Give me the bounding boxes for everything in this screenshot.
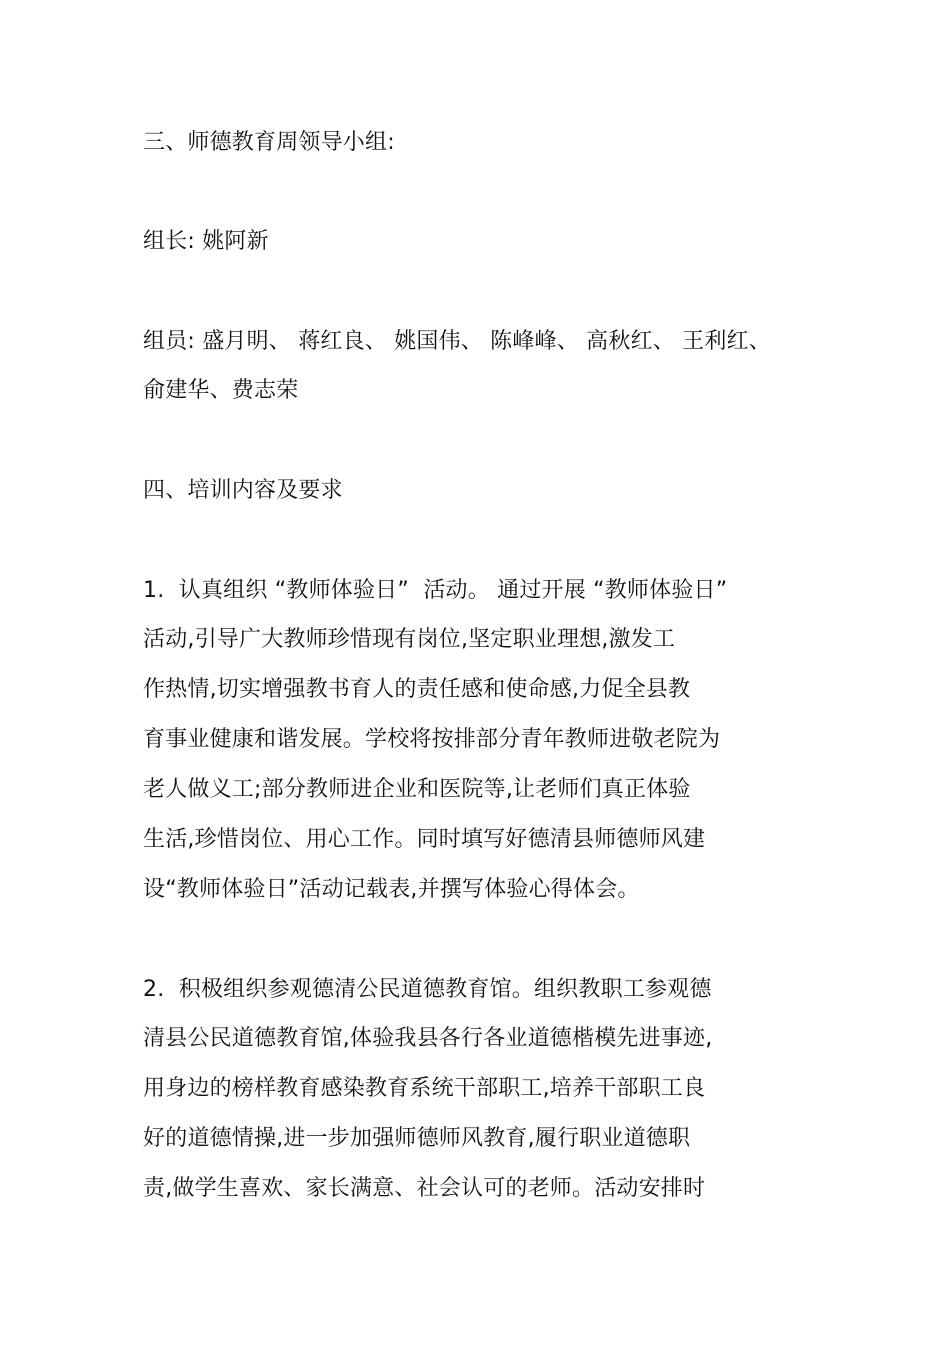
item2-line-2: 清县公民道德教育馆,体验我县各行各业道德楷模先进事迹,: [143, 1026, 713, 1051]
group-leader-line: 组长: 姚阿新: [143, 229, 269, 254]
item2-line-5: 责,做学生喜欢、家长满意、社会认可的老师。活动安排时: [143, 1176, 706, 1201]
item2-line-4: 好的道德情操,进一步加强师德师风教育,履行职业道德职: [143, 1126, 691, 1151]
item1-line-1: 1. 认真组织 “教师体验日” 活动。 通过开展 “教师体验日”: [143, 578, 728, 603]
group-members-line-2: 俞建华、费志荣: [143, 378, 299, 403]
item1-line-6: 生活,珍惜岗位、用心工作。同时填写好德清县师德师风建: [143, 827, 706, 852]
item2-line-3: 用身边的榜样教育感染教育系统干部职工,培养干部职工良: [143, 1076, 706, 1101]
section-heading-training-content: 四、培训内容及要求: [143, 478, 343, 503]
item1-line-4: 育事业健康和谐发展。学校将按排部分青年教师进敬老院为: [143, 727, 721, 752]
group-members-line-1: 组员: 盛月明、 蒋红良、 姚国伟、 陈峰峰、 高秋红、 王利红、: [143, 329, 771, 354]
section-heading-leadership-group: 三、师德教育周领导小组:: [143, 130, 395, 155]
item1-line-2: 活动,引导广大教师珍惜现有岗位,坚定职业理想,激发工: [143, 627, 676, 652]
item1-line-3: 作热情,切实增强教书育人的责任感和使命感,力促全县教: [143, 677, 691, 702]
item1-line-5: 老人做义工;部分教师进企业和医院等,让老师们真正体验: [143, 777, 691, 802]
item1-line-7: 设“教师体验日”活动记载表,并撰写体验心得体会。: [143, 877, 640, 902]
item2-line-1: 2. 积极组织参观德清公民道德教育馆。组织教职工参观德: [143, 977, 712, 1002]
